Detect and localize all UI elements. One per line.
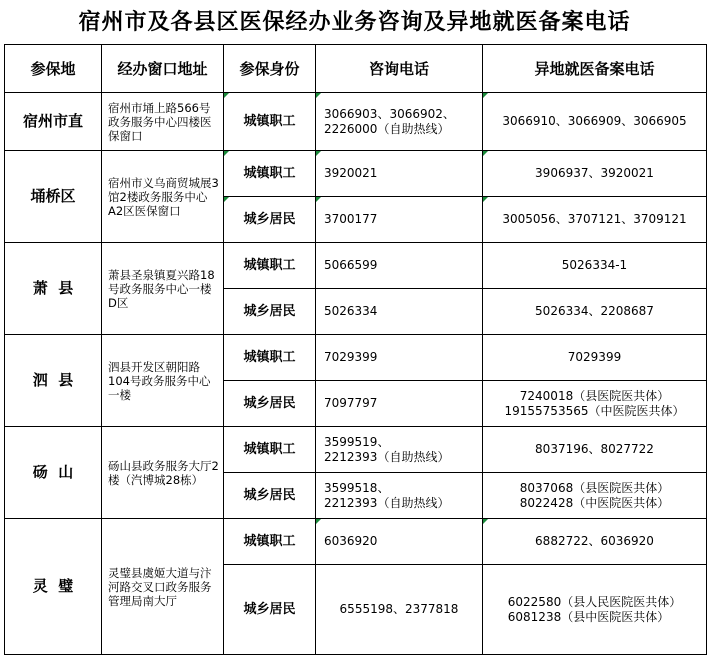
record-phone-line: 7240018（县医院医共体） <box>519 388 670 403</box>
identity-cell: 城乡居民 <box>224 565 316 655</box>
record-phone-cell: 3906937、3920021 <box>483 151 707 197</box>
address-cell: 砀山县政务服务大厅2楼（汽博城28栋） <box>102 427 224 519</box>
consult-phone-cell <box>316 473 483 519</box>
consult-phone-cell: 5066599 <box>316 243 483 289</box>
header-address: 经办窗口地址 <box>102 45 224 93</box>
consult-phone-cell: 3700177 <box>316 197 483 243</box>
consult-phone-cell: 6036920 <box>316 519 483 565</box>
header-region: 参保地 <box>5 45 102 93</box>
consult-phone-cell <box>316 427 483 473</box>
record-phone-line: 8022428（中医院医共体） <box>519 495 670 510</box>
identity-cell: 城乡居民 <box>224 473 316 519</box>
record-phone-cell: 3005056、3707121、3709121 <box>483 197 707 243</box>
region-cell: 宿州市直 <box>5 93 102 151</box>
table-row <box>5 93 707 151</box>
consult-phone-cell <box>316 93 483 151</box>
consult-phone-line: 2226000（自助热线） <box>324 121 450 136</box>
consult-phone-line: 3066903、3066902、 <box>324 106 455 121</box>
identity-cell: 城镇职工 <box>224 427 316 473</box>
identity-cell: 城镇职工 <box>224 243 316 289</box>
identity-cell: 城乡居民 <box>224 381 316 427</box>
identity-cell: 城乡居民 <box>224 197 316 243</box>
table-row <box>5 335 707 381</box>
table-row <box>5 151 707 197</box>
identity-cell: 城镇职工 <box>224 93 316 151</box>
consult-phone-cell: 3920021 <box>316 151 483 197</box>
address-cell: 泗县开发区朝阳路104号政务服务中心一楼 <box>102 335 224 427</box>
record-phone-cell: 5026334、2208687 <box>483 289 707 335</box>
identity-cell: 城镇职工 <box>224 335 316 381</box>
record-phone-line: 6022580（县人民医院医共体） <box>507 594 682 609</box>
consult-phone-cell: 6555198、2377818 <box>316 565 483 655</box>
region-cell: 砀 山 <box>5 427 102 519</box>
consult-phone-line: 3599518、 <box>324 480 390 495</box>
record-phone-line: 8037068（县医院医共体） <box>519 480 670 495</box>
consult-phone-line: 2212393（自助热线） <box>324 495 450 510</box>
identity-cell: 城镇职工 <box>224 519 316 565</box>
header-identity: 参保身份 <box>224 45 316 93</box>
region-cell: 埇桥区 <box>5 151 102 243</box>
address-cell: 灵璧县虞姬大道与汴河路交叉口政务服务管理局南大厅 <box>102 519 224 655</box>
region-cell: 泗 县 <box>5 335 102 427</box>
record-phone-cell: 3066910、3066909、3066905 <box>483 93 707 151</box>
address-cell: 宿州市埇上路566号政务服务中心四楼医保窗口 <box>102 93 224 151</box>
table-row <box>5 243 707 289</box>
address-cell: 宿州市义乌商贸城展3馆2楼政务服务中心A2区医保窗口 <box>102 151 224 243</box>
address-cell: 萧县圣泉镇夏兴路18号政务服务中心一楼D区 <box>102 243 224 335</box>
identity-cell: 城乡居民 <box>224 289 316 335</box>
table-row <box>5 427 707 473</box>
record-phone-line: 6081238（县中医院医共体） <box>507 609 670 624</box>
consult-phone-cell: 7097797 <box>316 381 483 427</box>
record-phone-cell: 5026334-1 <box>483 243 707 289</box>
header-row <box>5 45 707 93</box>
record-phone-cell <box>483 565 707 655</box>
header-consult-phone: 咨询电话 <box>316 45 483 93</box>
header-record-phone: 异地就医备案电话 <box>483 45 707 93</box>
record-phone-cell: 6882722、6036920 <box>483 519 707 565</box>
table-row <box>5 519 707 565</box>
consult-phone-cell: 5026334 <box>316 289 483 335</box>
consult-phone-line: 2212393（自助热线） <box>324 449 450 464</box>
record-phone-cell: 7029399 <box>483 335 707 381</box>
record-phone-cell: 8037196、8027722 <box>483 427 707 473</box>
page-title: 宿州市及各县区医保经办业务咨询及异地就医备案电话 <box>78 9 631 35</box>
region-cell: 灵 璧 <box>5 519 102 655</box>
record-phone-cell <box>483 381 707 427</box>
record-phone-line: 19155753565（中医院医共体） <box>504 403 685 418</box>
region-cell: 萧 县 <box>5 243 102 335</box>
consult-phone-cell: 7029399 <box>316 335 483 381</box>
consult-phone-line: 3599519、 <box>324 434 390 449</box>
record-phone-cell <box>483 473 707 519</box>
identity-cell: 城镇职工 <box>224 151 316 197</box>
contact-table <box>4 44 707 655</box>
